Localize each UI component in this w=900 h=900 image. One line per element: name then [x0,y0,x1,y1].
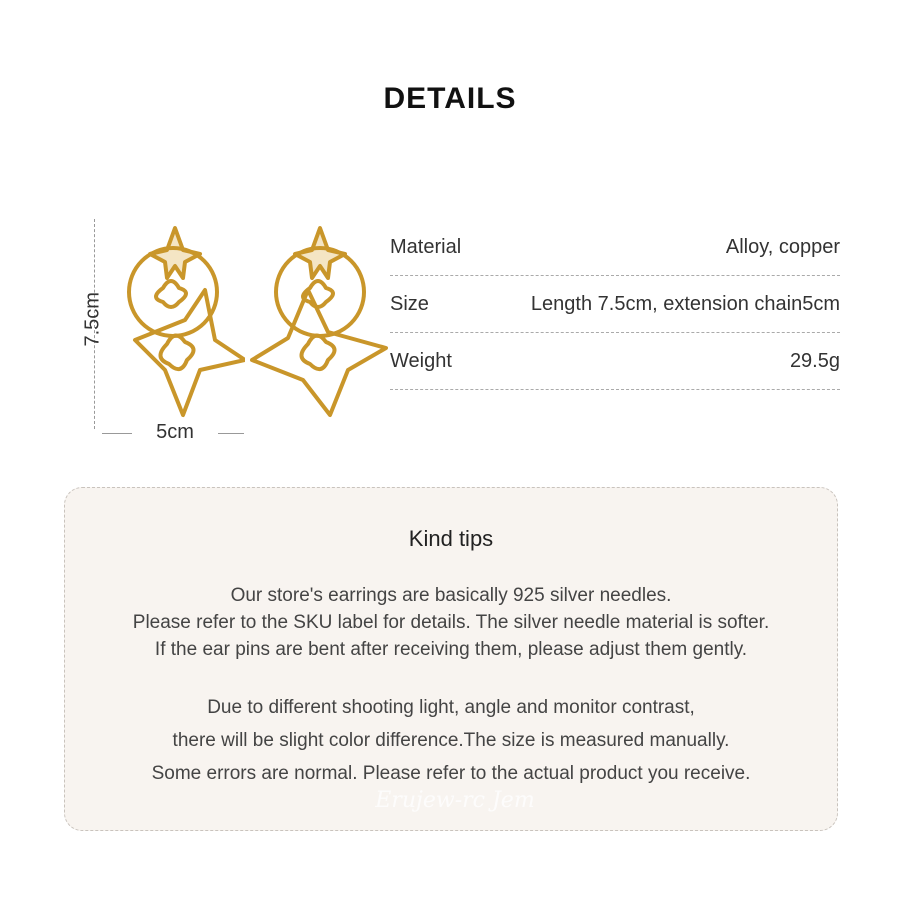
spec-row-material [390,220,840,276]
product-image-area [80,215,390,455]
tips-paragraph-color [65,691,837,790]
tips-line: If the ear pins are bent after receiving them, please adjust them gently. [154,639,748,660]
width-dimension-line-left [102,433,132,434]
watermark: Erujew-rc Jem [375,788,535,813]
tips-line: Our store's earrings are basically 925 silver needles. [230,585,672,606]
spec-row-weight [390,334,840,390]
spec-table [390,220,840,390]
tips-title: Kind tips [408,526,494,551]
tips-line: Please refer to the SKU label for details. The silver needle material is softer. [132,612,770,633]
page-title: DETAILS [383,82,517,115]
spec-label: Weight [390,350,452,372]
tips-line: there will be slight color difference.The size is measured manually. [172,730,730,751]
width-dimension-label: 5cm [156,421,194,443]
width-dimension-line-right [218,433,244,434]
tips-line: Some errors are normal. Please refer to the actual product you receive. [151,763,751,784]
tips-line: Due to different shooting light, angle and monitor contrast, [207,697,695,718]
earring-left-image [105,220,245,420]
spec-label: Size [390,293,429,315]
spec-value: Alloy, copper [725,236,840,258]
spec-value: Length 7.5cm, extension chain5cm [530,293,840,315]
height-dimension-label: 7.5cm [81,292,104,347]
kind-tips-box [64,487,838,831]
spec-value: 29.5g [789,350,840,372]
earring-right-image [248,220,388,420]
spec-label: Material [390,236,462,258]
tips-paragraph-needles [65,582,837,663]
spec-row-size [390,277,840,333]
